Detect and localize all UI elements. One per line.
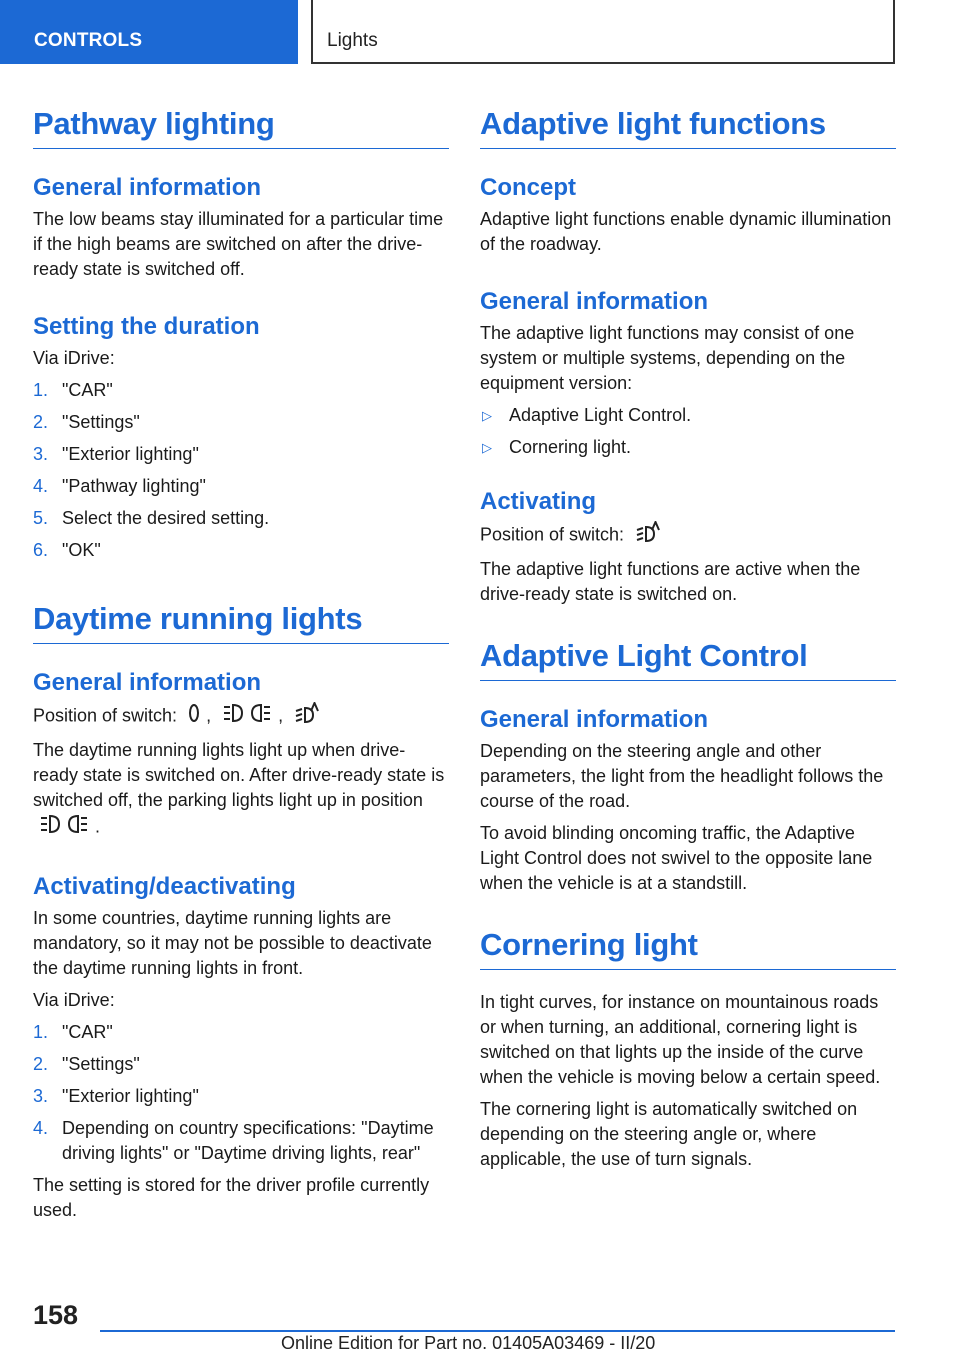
heading-pathway-lighting: Pathway lighting xyxy=(33,104,449,149)
paragraph: The low beams stay illuminated for a particular time if the high beams are switched on after the drive-ready state is switched off. xyxy=(33,209,444,279)
switch-off-icon xyxy=(188,702,200,731)
list-triangle-icon: ▷ xyxy=(482,408,492,423)
chapter-header: Lights xyxy=(311,0,895,64)
list-item xyxy=(33,1084,449,1109)
list-item xyxy=(33,410,449,435)
paragraph: In tight curves, for instance on mountainous roads or when turning, an additional, cornering light is switched on that lights up the inside of the curve when the vehicle is moving below a certain speed. xyxy=(480,992,881,1087)
position-label: Position of switch: xyxy=(480,524,625,545)
paragraph: The cornering light is automatically switched on depending on the steering angle or, where applicable, the use of turn signals. xyxy=(480,1099,858,1169)
step-text: "Settings" xyxy=(62,412,140,432)
step-number: 3. xyxy=(33,1086,49,1106)
step-number: 1. xyxy=(33,1022,49,1042)
paragraph: Via iDrive: xyxy=(33,990,115,1010)
step-text: "Exterior lighting" xyxy=(62,444,199,464)
list-item xyxy=(33,1116,449,1166)
parking-lights-icon xyxy=(39,813,89,842)
page-number: 158 xyxy=(33,1300,79,1330)
step-number: 2. xyxy=(33,412,49,432)
subheading-setting-duration: Setting the duration xyxy=(33,313,260,340)
heading-adaptive-light-functions: Adaptive light functions xyxy=(480,104,896,149)
paragraph: Via iDrive: xyxy=(33,348,115,368)
period: . xyxy=(95,816,101,837)
bullet-text: Cornering light. xyxy=(509,437,632,457)
step-number: 4. xyxy=(33,476,49,496)
footer-divider xyxy=(100,1330,895,1332)
separator-comma: , xyxy=(278,705,284,726)
left-column xyxy=(33,104,449,1223)
subheading-general-information: General information xyxy=(33,669,262,696)
paragraph: Adaptive light functions enable dynamic illumination of the roadway. xyxy=(480,209,892,254)
list-item xyxy=(480,435,896,460)
paragraph: In some countries, daytime running lights are mandatory, so it may not be possible to deactivate the daytime running lights in front. xyxy=(33,908,432,978)
list-item xyxy=(480,403,896,428)
list-item xyxy=(33,1052,449,1077)
step-number: 4. xyxy=(33,1118,49,1138)
heading-daytime-running-lights: Daytime running lights xyxy=(33,599,449,644)
subheading-general-information: General information xyxy=(33,174,262,201)
subheading-concept: Concept xyxy=(480,174,576,201)
heading-cornering-light: Cornering light xyxy=(480,925,896,970)
list-item xyxy=(33,1020,449,1045)
paragraph: To avoid blinding oncoming traffic, the Adaptive Light Control does not swivel to the opposite lane when the vehicle is at a standstill. xyxy=(480,823,873,893)
paragraph-daytime-info xyxy=(33,738,449,842)
list-item xyxy=(33,378,449,403)
position-label: Position of switch: xyxy=(33,705,178,726)
list-item xyxy=(33,538,449,563)
parking-lights-icon xyxy=(222,702,272,731)
automatic-headlight-icon xyxy=(294,702,320,731)
step-number: 2. xyxy=(33,1054,49,1074)
step-number: 1. xyxy=(33,380,49,400)
paragraph-switch-position xyxy=(33,702,449,731)
steps-list xyxy=(33,1020,449,1166)
list-item xyxy=(33,474,449,499)
heading-adaptive-light-control: Adaptive Light Control xyxy=(480,636,896,681)
step-text: "Settings" xyxy=(62,1054,140,1074)
paragraph: The adaptive light functions may consist of one system or multiple systems, depending on the equipment version: xyxy=(480,323,855,393)
step-text: "CAR" xyxy=(62,1022,113,1042)
step-text: Select the desired setting. xyxy=(62,508,270,528)
step-number: 3. xyxy=(33,444,49,464)
daytime-text: The daytime running lights light up when drive-ready state is switched on. After drive-ready state is switched off, the parking lights light up in position xyxy=(33,740,445,810)
step-text: "OK" xyxy=(62,540,101,560)
automatic-headlight-icon xyxy=(635,521,661,550)
step-text: "CAR" xyxy=(62,380,113,400)
paragraph-switch-position xyxy=(480,521,896,550)
step-number: 5. xyxy=(33,508,49,528)
paragraph: Depending on the steering angle and other parameters, the light from the headlight follows the course of the road. xyxy=(480,741,884,811)
subheading-general-information: General information xyxy=(480,288,709,315)
subheading-activating-deactivating: Activating/deactivating xyxy=(33,873,296,900)
bullet-text: Adaptive Light Control. xyxy=(509,405,692,425)
step-text: "Exterior lighting" xyxy=(62,1086,199,1106)
step-text: Depending on country specifications: "Daytime driving lights" or "Daytime driving lights, rear" xyxy=(62,1118,434,1163)
subheading-general-information: General information xyxy=(480,706,709,733)
paragraph: The setting is stored for the driver profile currently used. xyxy=(33,1175,430,1220)
step-text: "Pathway lighting" xyxy=(62,476,206,496)
footer-edition: Online Edition for Part no. 01405A03469 - II/20 xyxy=(281,1333,656,1353)
step-number: 6. xyxy=(33,540,49,560)
steps-list xyxy=(33,378,449,563)
subheading-activating: Activating xyxy=(480,488,597,515)
bullet-list xyxy=(480,403,896,460)
section-tab: CONTROLS xyxy=(0,0,298,64)
paragraph: The adaptive light functions are active when the drive-ready state is switched on. xyxy=(480,559,861,604)
list-triangle-icon: ▷ xyxy=(482,440,492,455)
list-item xyxy=(33,442,449,467)
separator-comma: , xyxy=(206,705,212,726)
right-column xyxy=(480,104,896,1172)
list-item xyxy=(33,506,449,531)
